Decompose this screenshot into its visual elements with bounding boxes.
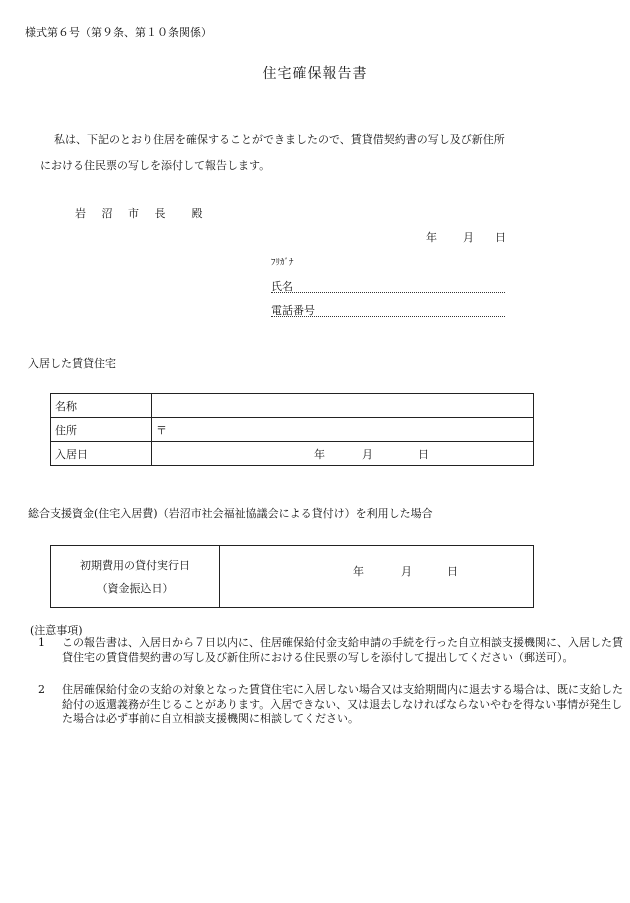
notes-heading: (注意事項) xyxy=(30,624,83,637)
loan-table xyxy=(50,545,534,608)
table-row xyxy=(51,418,534,442)
rental-name-field[interactable] xyxy=(152,394,534,418)
loan-date-label-line2: （資金振込日） xyxy=(96,581,174,595)
addressee-name: 岩 沼 市 長 xyxy=(75,207,172,220)
furigana-label: ﾌﾘｶﾞﾅ xyxy=(271,258,294,268)
name-label: 氏名 xyxy=(271,280,293,293)
loan-section-heading: 総合支援資金(住宅入居費)（岩沼市社会福祉協議会による貸付け）を利用した場合 xyxy=(28,507,433,520)
note-text: 住居確保給付金の支給の対象となった賃貸住宅に入居しない場合又は支給期間内に退去する場合は、既に支給した給付の返還義務が生じることがあります。入居できない、又は退去しなければならないやむを得ない事情が発生した場合は必ず事前に自立相談支援機関に相談してください。 xyxy=(62,683,623,725)
note-text: この報告書は、入居日から７日以内に、住居確保給付金支給申請の手続を行った自立相談支援機関に、入居した賃貸住宅の賃貸借契約書の写し及び新住所における住民票の写しを添付して提出してください（郵送可）。 xyxy=(62,636,623,664)
table-row xyxy=(51,442,534,466)
rental-address-field[interactable]: 〒 xyxy=(152,418,534,442)
date-year-field[interactable] xyxy=(426,229,463,245)
phone-label: 電話番号 xyxy=(271,304,315,317)
page-title: 住宅確保報告書 xyxy=(262,66,368,82)
date-month-label: 月 xyxy=(463,231,474,244)
date-month-field[interactable] xyxy=(463,229,495,245)
date-year-label: 年 xyxy=(426,231,437,244)
loan-day: 日 xyxy=(447,565,458,578)
date-day-field[interactable] xyxy=(495,229,506,245)
note-number: 1 xyxy=(38,636,45,649)
name-field[interactable] xyxy=(271,278,505,293)
loan-date-label xyxy=(51,546,220,608)
movein-date-field[interactable] xyxy=(152,442,534,466)
note-number: 2 xyxy=(38,683,45,696)
date-day-label: 日 xyxy=(495,231,506,244)
report-date xyxy=(426,229,506,245)
loan-date-label-line1: 初期費用の貸付実行日 xyxy=(80,558,190,572)
loan-year: 年 xyxy=(353,565,364,578)
movein-day: 日 xyxy=(418,447,429,461)
rental-name-label: 名称 xyxy=(51,394,152,418)
loan-date-field[interactable] xyxy=(220,546,534,608)
rental-table xyxy=(50,393,534,466)
addressee-honorific: 殿 xyxy=(191,207,209,220)
form-number: 様式第６号（第９条、第１０条関係） xyxy=(25,26,212,39)
intro-text-line2: における住民票の写しを添付して報告します。 xyxy=(40,159,271,172)
phone-field[interactable] xyxy=(271,302,505,317)
movein-year: 年 xyxy=(314,447,325,461)
loan-month: 月 xyxy=(401,565,412,578)
rental-address-label: 住所 xyxy=(51,418,152,442)
table-row xyxy=(51,546,534,608)
movein-month: 月 xyxy=(362,447,373,461)
movein-date-label: 入居日 xyxy=(51,442,152,466)
intro-text-line1: 私は、下記のとおり住居を確保することができましたので、賃貸借契約書の写し及び新住所 xyxy=(54,133,505,146)
table-row xyxy=(51,394,534,418)
rental-section-heading: 入居した賃貸住宅 xyxy=(28,357,116,370)
addressee xyxy=(75,205,209,221)
